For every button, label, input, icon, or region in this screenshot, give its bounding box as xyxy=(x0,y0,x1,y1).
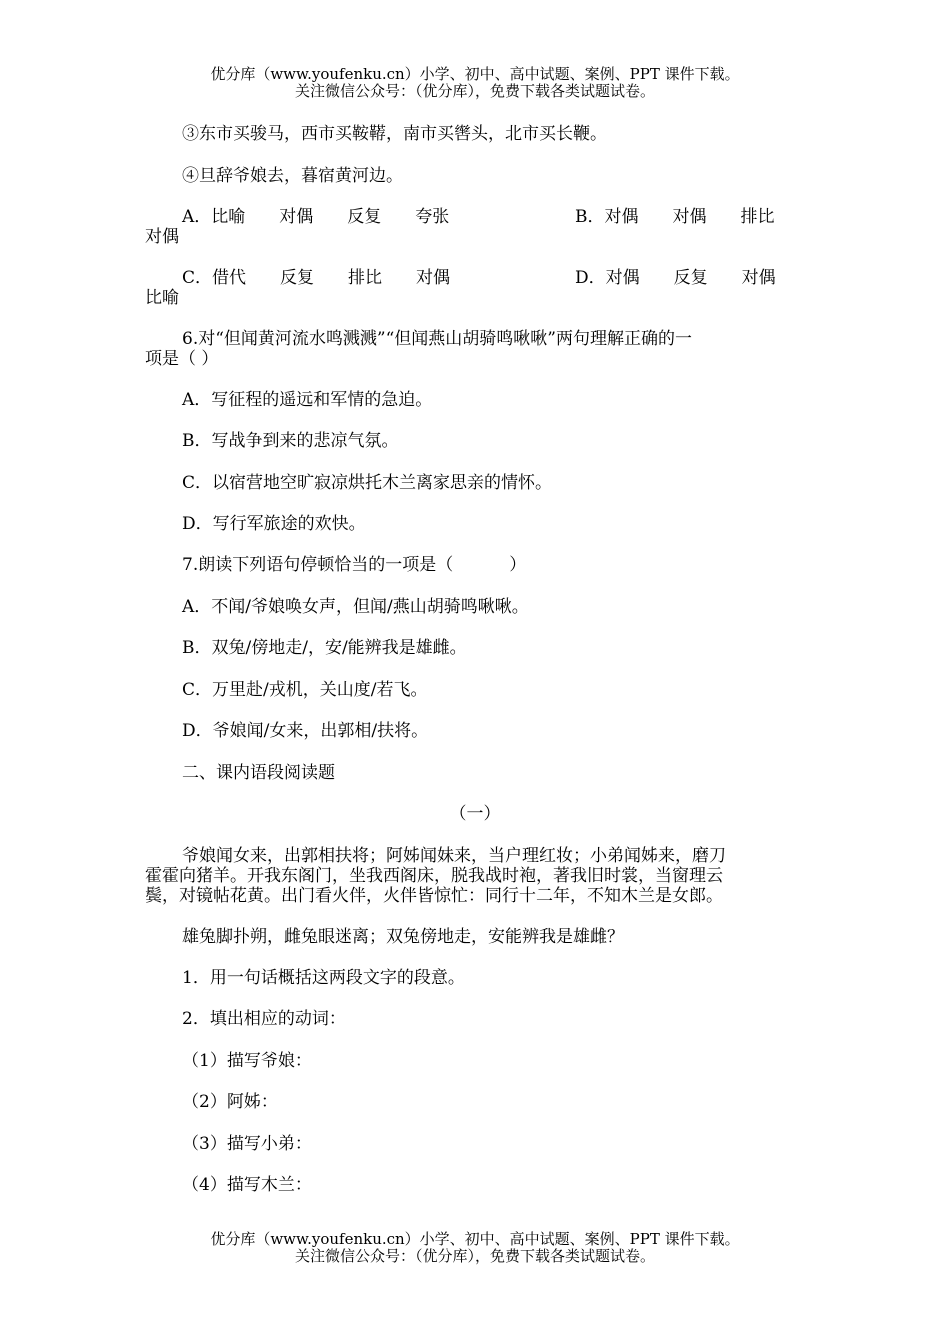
q6-stem-line-2: 项是（ ） xyxy=(145,349,219,369)
q6-option-a: A．写征程的遥远和军情的急迫。 xyxy=(182,390,433,410)
header-line-2: 关注微信公众号：（优分库），免费下载各类试题试卷。 xyxy=(294,82,655,100)
q5-option-b: B．对偶 对偶 排比 xyxy=(575,207,775,227)
q6-option-d: D．写行军旅途的欢快。 xyxy=(182,514,366,534)
q7-option-c: C．万里赴/戎机，关山度/若飞。 xyxy=(182,680,428,700)
subsection-heading: （一） xyxy=(449,804,501,824)
page-footer xyxy=(0,1231,950,1265)
reading-q2-2: （2）阿姊： xyxy=(182,1092,278,1112)
reading-q1: 1．用一句话概括这两段文字的段意。 xyxy=(182,968,465,988)
q7-stem-close: ） xyxy=(509,555,527,575)
passage-1-line-2: 霍霍向猪羊。开我东阁门，坐我西阁床，脱我战时袍，著我旧时裳，当窗理云 xyxy=(145,866,723,886)
q5-option-b-wrap: 对偶 xyxy=(145,227,179,247)
q5-option-d: D．对偶 反复 对偶 xyxy=(575,268,776,288)
q6-option-b: B．写战争到来的悲凉气氛。 xyxy=(182,431,399,451)
header-line-1: 优分库（www.youfenku.cn）小学、初中、高中试题、案例、PPT 课件下载。 xyxy=(210,65,740,83)
section-2-heading: 二、课内语段阅读题 xyxy=(182,763,335,783)
q5-option-d-wrap: 比喻 xyxy=(145,288,179,308)
footer-line-1: 优分库（www.youfenku.cn）小学、初中、高中试题、案例、PPT 课件下载。 xyxy=(210,1230,740,1248)
passage-2: 雄兔脚扑朔，雌兔眼迷离；双兔傍地走，安能辨我是雄雌？ xyxy=(182,927,624,947)
reading-q2: 2．填出相应的动词： xyxy=(182,1009,346,1029)
q7-stem xyxy=(182,554,526,576)
q5-option-c: C．借代 反复 排比 对偶 xyxy=(182,268,451,288)
page-header xyxy=(0,66,950,100)
q5-option-a: A．比喻 对偶 反复 夸张 xyxy=(182,207,450,227)
reading-q2-1: （1）描写爷娘： xyxy=(182,1051,312,1071)
passage-1-line-3: 鬓，对镜帖花黄。出门看火伴，火伴皆惊忙：同行十二年，不知木兰是女郎。 xyxy=(145,886,723,906)
sentence-3: ③东市买骏马，西市买鞍鞯，南市买辔头，北市买长鞭。 xyxy=(182,124,607,144)
passage-1-line-1: 爷娘闻女来，出郭相扶将；阿姊闻妹来，当户理红妆；小弟闻姊来，磨刀 xyxy=(182,846,726,866)
footer-line-2: 关注微信公众号：（优分库），免费下载各类试题试卷。 xyxy=(294,1247,655,1265)
q7-option-b: B．双兔/傍地走/，安/能辨我是雄雌。 xyxy=(182,638,467,658)
q7-option-d: D．爷娘闻/女来，出郭相/扶将。 xyxy=(182,721,429,741)
q7-option-a: A．不闻/爷娘唤女声，但闻/燕山胡骑鸣啾啾。 xyxy=(182,597,529,617)
reading-q2-4: （4）描写木兰： xyxy=(182,1175,312,1195)
q6-option-c: C．以宿营地空旷寂凉烘托木兰离家思亲的情怀。 xyxy=(182,473,553,493)
q7-stem-text: 7.朗读下列语句停顿恰当的一项是（ xyxy=(182,555,454,575)
sentence-4: ④旦辞爷娘去，暮宿黄河边。 xyxy=(182,166,403,186)
q6-stem-line-1: 6.对“但闻黄河流水鸣溅溅”“但闻燕山胡骑鸣啾啾”两句理解正确的一 xyxy=(182,329,692,349)
reading-q2-3: （3）描写小弟： xyxy=(182,1134,312,1154)
